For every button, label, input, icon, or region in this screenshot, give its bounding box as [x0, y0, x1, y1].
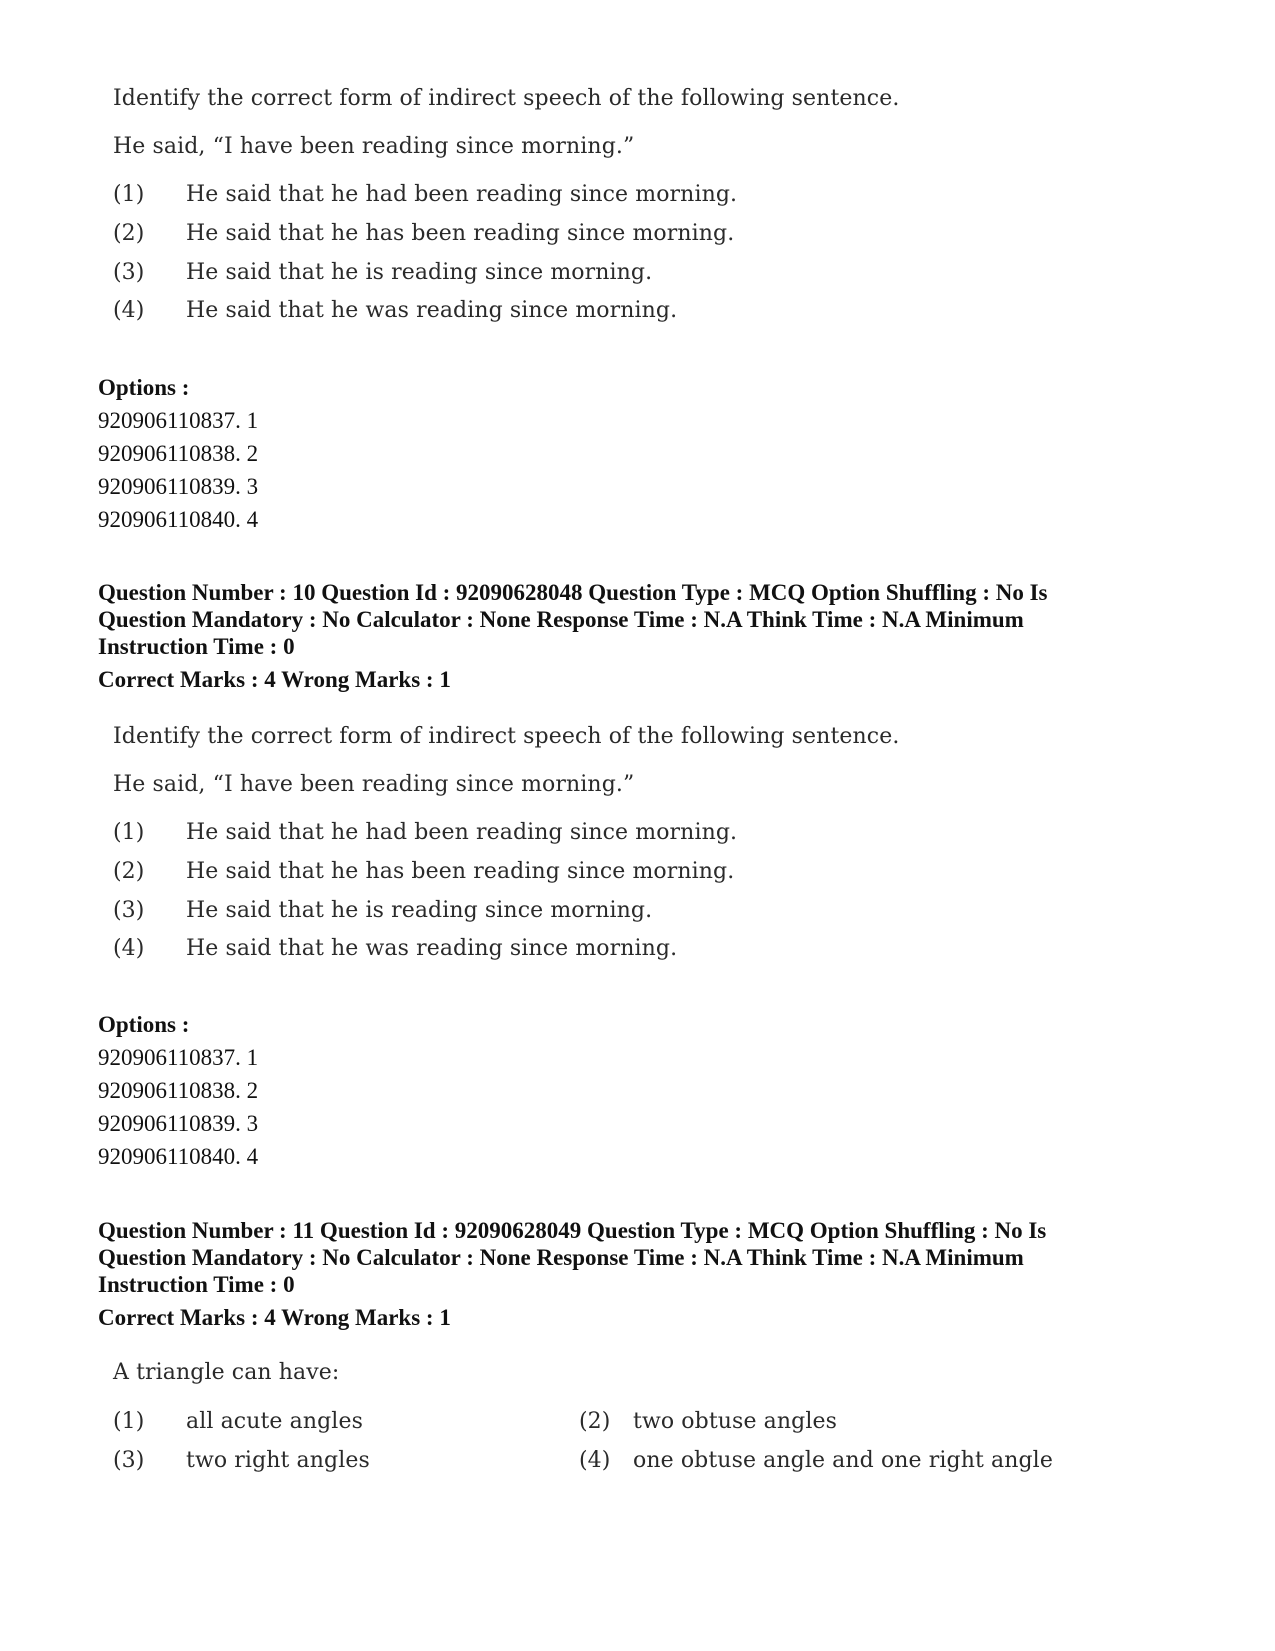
options-label: Options :	[98, 1012, 190, 1037]
question-stem: Identify the correct form of indirect speech of the following sentence.	[113, 724, 900, 749]
choice-text: He said that he has been reading since morning.	[186, 221, 735, 246]
choice-number: (1)	[113, 820, 145, 845]
question-meta-line: Instruction Time : 0	[98, 634, 295, 659]
options-label: Options :	[98, 375, 190, 400]
choice-text: He said that he had been reading since morning.	[186, 182, 738, 207]
choice-text: two obtuse angles	[633, 1409, 837, 1434]
choice-text: He said that he is reading since morning.	[186, 898, 653, 923]
choice-text: He said that he was reading since morning.	[186, 936, 678, 961]
choice-number: (4)	[579, 1448, 611, 1473]
question-meta-line: Instruction Time : 0	[98, 1272, 295, 1297]
choice-text: two right angles	[186, 1448, 370, 1473]
choice-number: (2)	[113, 859, 145, 884]
question-quote: He said, “I have been reading since morning.”	[113, 772, 635, 797]
choice-number: (2)	[579, 1409, 611, 1434]
choice-text: He said that he is reading since morning.	[186, 260, 653, 285]
question-meta-line: Question Number : 11 Question Id : 92090628049 Question Type : MCQ Option Shuffling : No Is	[98, 1218, 1047, 1243]
question-meta-line: Question Mandatory : No Calculator : None Response Time : N.A Think Time : N.A Minimum	[98, 607, 1024, 632]
question-quote: He said, “I have been reading since morning.”	[113, 134, 635, 159]
option-id: 920906110837. 1	[98, 1045, 259, 1070]
question-stem: Identify the correct form of indirect speech of the following sentence.	[113, 86, 900, 111]
question-marks: Correct Marks : 4 Wrong Marks : 1	[98, 1305, 451, 1330]
option-id: 920906110840. 4	[98, 507, 259, 532]
choice-text: one obtuse angle and one right angle	[633, 1448, 1053, 1473]
choice-number: (1)	[113, 1409, 145, 1434]
option-id: 920906110839. 3	[98, 1111, 259, 1136]
option-id: 920906110838. 2	[98, 1078, 259, 1103]
option-id: 920906110838. 2	[98, 441, 259, 466]
choice-number: (3)	[113, 260, 145, 285]
question-meta-line: Question Mandatory : No Calculator : None Response Time : N.A Think Time : N.A Minimum	[98, 1245, 1024, 1270]
option-id: 920906110837. 1	[98, 408, 259, 433]
question-meta-line: Question Number : 10 Question Id : 92090628048 Question Type : MCQ Option Shuffling : No Is	[98, 580, 1048, 605]
choice-text: He said that he was reading since morning.	[186, 298, 678, 323]
option-id: 920906110839. 3	[98, 474, 259, 499]
choice-text: He said that he had been reading since morning.	[186, 820, 738, 845]
choice-number: (2)	[113, 221, 145, 246]
choice-text: He said that he has been reading since morning.	[186, 859, 735, 884]
choice-text: all acute angles	[186, 1409, 363, 1434]
question-marks: Correct Marks : 4 Wrong Marks : 1	[98, 667, 451, 692]
choice-number: (4)	[113, 936, 145, 961]
choice-number: (3)	[113, 1448, 145, 1473]
choice-number: (4)	[113, 298, 145, 323]
choice-number: (1)	[113, 182, 145, 207]
choice-number: (3)	[113, 898, 145, 923]
option-id: 920906110840. 4	[98, 1144, 259, 1169]
question-stem: A triangle can have:	[113, 1360, 340, 1385]
